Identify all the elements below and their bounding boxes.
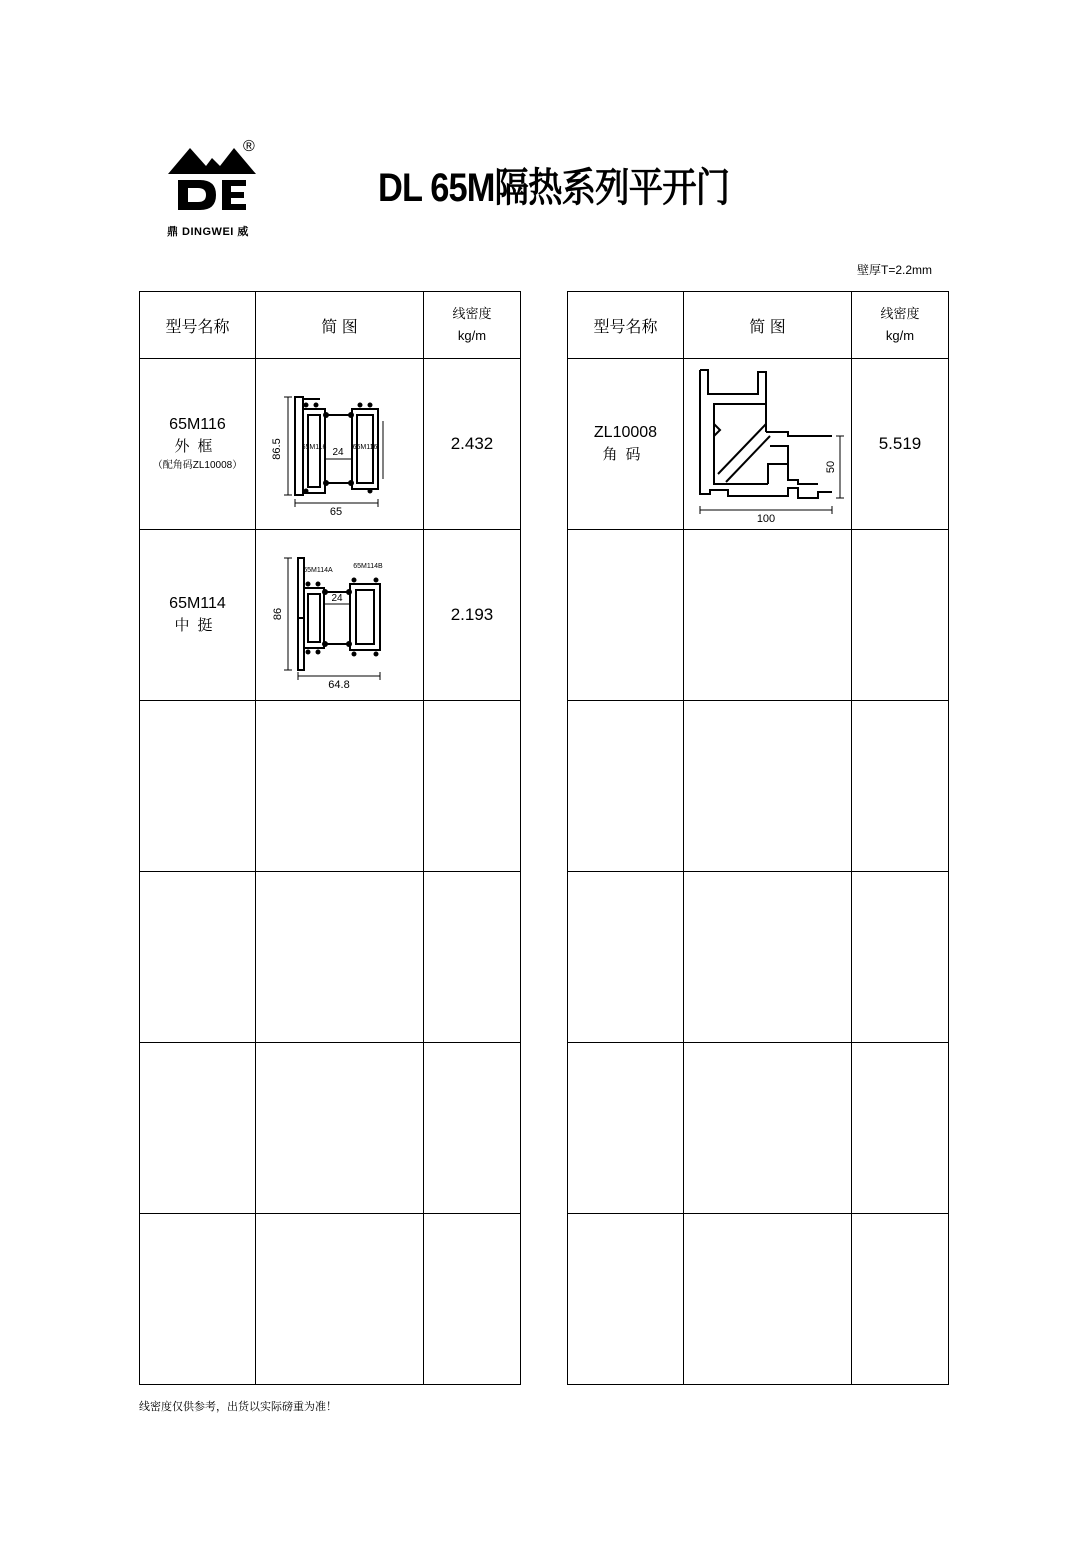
model-note: （配角码ZL10008） — [152, 460, 243, 471]
density-cell: 2.193 — [424, 530, 521, 701]
density-cell — [424, 1214, 521, 1385]
header-density-label: 线密度 — [880, 306, 920, 321]
left-spec-table — [139, 291, 521, 1385]
table-header-row — [140, 292, 521, 359]
density-cell — [852, 1214, 949, 1385]
model-cell — [140, 359, 256, 530]
table-row — [568, 701, 949, 872]
sketch-cell — [256, 1043, 424, 1214]
density-cell — [852, 1043, 949, 1214]
part-label-b: 65M114B — [352, 563, 383, 570]
model-name: 角码 — [602, 446, 649, 463]
header-density-unit: kg/m — [885, 328, 915, 343]
model-name: 中挺 — [174, 617, 221, 634]
dim-width: 65 — [329, 506, 342, 518]
sketch-cell — [684, 1043, 852, 1214]
registered-mark: ® — [243, 138, 255, 155]
model-cell — [568, 701, 684, 872]
header-density — [424, 292, 521, 359]
part-label-b: 65M116 — [352, 444, 377, 451]
table-row — [140, 530, 521, 701]
right-spec-table — [567, 291, 949, 1385]
header-sketch: 简 图 — [684, 292, 852, 359]
part-label-a: 65M114A — [302, 567, 333, 574]
table-row — [568, 1043, 949, 1214]
dim-width: 100 — [756, 513, 775, 524]
header-sketch: 简 图 — [256, 292, 424, 359]
model-code: ZL10008 — [593, 424, 658, 441]
density-cell — [424, 1043, 521, 1214]
footnote: 线密度仅供参考，出货以实际磅重为准！ — [139, 1401, 337, 1413]
sketch-cell — [684, 701, 852, 872]
sketch-cell — [684, 530, 852, 701]
header-density — [852, 292, 949, 359]
model-cell — [140, 1214, 256, 1385]
table-row — [140, 701, 521, 872]
model-cell — [140, 530, 256, 701]
dim-height: 86.5 — [270, 438, 283, 460]
model-cell — [140, 872, 256, 1043]
model-cell — [568, 872, 684, 1043]
model-cell — [140, 701, 256, 872]
model-name: 外框 — [174, 438, 221, 455]
model-cell — [568, 530, 684, 701]
wall-thickness: 壁厚T=2.2mm — [857, 263, 933, 277]
dim-width: 64.8 — [327, 679, 350, 690]
dim-gap: 24 — [330, 593, 343, 604]
table-row — [140, 359, 521, 530]
logo-caption: 鼎 DINGWEI 威 — [167, 226, 249, 238]
table-row — [568, 1214, 949, 1385]
page-title: DL 65M隔热系列平开门 — [378, 166, 730, 210]
table-header-row — [568, 292, 949, 359]
sketch-cell — [684, 1214, 852, 1385]
profile-drawing-65m116 — [256, 359, 424, 530]
table-row — [140, 1214, 521, 1385]
profile-drawing-65m114 — [256, 530, 424, 701]
header-model: 型号名称 — [140, 292, 256, 359]
profile-drawing-zl10008 — [684, 359, 852, 530]
sketch-cell — [684, 872, 852, 1043]
model-code: 65M114 — [169, 595, 226, 612]
header-density-unit: kg/m — [457, 328, 487, 343]
sketch-cell — [256, 1214, 424, 1385]
model-code: 65M116 — [169, 416, 226, 433]
table-row — [568, 359, 949, 530]
header-density-label: 线密度 — [452, 306, 492, 321]
density-cell: 5.519 — [852, 359, 949, 530]
sketch-cell — [256, 872, 424, 1043]
density-cell — [852, 872, 949, 1043]
density-cell — [424, 701, 521, 872]
model-cell — [568, 1043, 684, 1214]
table-row — [140, 1043, 521, 1214]
density-cell: 2.432 — [424, 359, 521, 530]
sketch-cell — [256, 701, 424, 872]
dim-height: 86 — [271, 607, 284, 621]
header-model: 型号名称 — [568, 292, 684, 359]
model-cell — [568, 359, 684, 530]
table-row — [568, 530, 949, 701]
part-label-a: 65M116 — [301, 444, 326, 451]
table-row — [568, 872, 949, 1043]
dim-height: 50 — [824, 460, 837, 474]
density-cell — [424, 872, 521, 1043]
model-cell — [140, 1043, 256, 1214]
dim-gap: 24 — [331, 447, 344, 458]
table-row — [140, 872, 521, 1043]
model-cell — [568, 1214, 684, 1385]
density-cell — [852, 530, 949, 701]
density-cell — [852, 701, 949, 872]
